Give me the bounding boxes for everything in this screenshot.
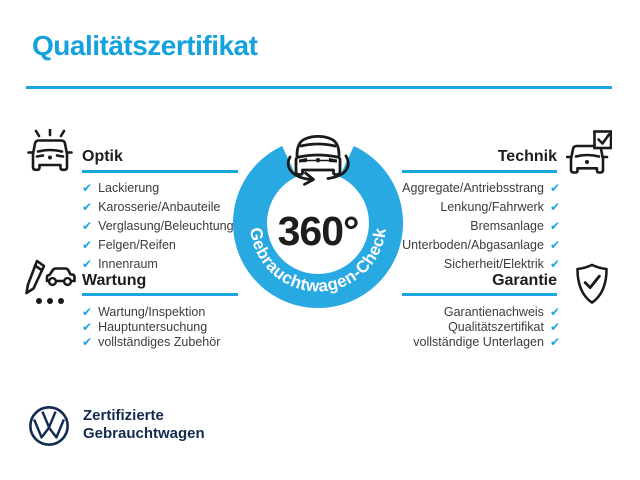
section-title-wartung: Wartung — [82, 272, 147, 289]
list-item-label: vollständige Unterlagen — [413, 334, 544, 349]
list-item-label: Lackierung — [98, 180, 160, 195]
section-title-optik: Optik — [82, 148, 123, 165]
list-item-label: Bremsanlage — [470, 218, 544, 233]
page-title: Qualitätszertifikat — [32, 30, 258, 61]
360-label: 360° — [277, 208, 359, 254]
car-logo-dot — [316, 158, 320, 162]
check-icon: ✔ — [549, 218, 560, 233]
vw-logo — [28, 405, 70, 447]
brand-claim — [83, 407, 205, 443]
check-icon: ✔ — [82, 256, 93, 271]
list-item-label: vollständiges Zubehör — [98, 334, 221, 349]
list-item-label: Verglasung/Beleuchtung — [98, 218, 234, 233]
brand-claim-line2: Gebrauchtwagen — [83, 425, 205, 442]
check-icon: ✔ — [549, 319, 560, 334]
car-headlight-right — [329, 158, 337, 163]
car-headlight-left — [299, 158, 307, 163]
check-icon: ✔ — [82, 319, 93, 334]
check-icon: ✔ — [82, 304, 93, 319]
brand-claim-line1: Zertifizierte — [83, 407, 164, 424]
check-icon: ✔ — [549, 256, 560, 271]
check-icon: ✔ — [82, 237, 93, 252]
check-icon: ✔ — [82, 218, 93, 233]
check-icon: ✔ — [549, 199, 560, 214]
list-item-label: Karosserie/Anbauteile — [98, 199, 221, 214]
ring-label: Gebrauchtwagen-Check — [245, 226, 390, 296]
list-item-label: Qualitätszertifikat — [448, 319, 544, 334]
section-title-technik: Technik — [497, 148, 557, 165]
check-icon: ✔ — [549, 304, 560, 319]
list-item-label: Aggregate/Antriebsstrang — [402, 180, 544, 195]
check-icon: ✔ — [549, 334, 560, 349]
list-item-label: Sicherheit/Elektrik — [443, 256, 544, 271]
list-item-label: Felgen/Reifen — [98, 237, 176, 252]
check-icon: ✔ — [82, 199, 93, 214]
list-item-label: Innenraum — [98, 256, 158, 271]
list-item-label: Unterboden/Abgasanlage — [402, 237, 544, 252]
section-title-garantie: Garantie — [492, 272, 557, 289]
list-item-label: Lenkung/Fahrwerk — [440, 199, 544, 214]
list-item-label: Hauptuntersuchung — [98, 319, 208, 334]
check-icon: ✔ — [549, 237, 560, 252]
check-icon: ✔ — [82, 334, 93, 349]
list-item-label: Garantienachweis — [443, 304, 544, 319]
check-icon: ✔ — [82, 180, 93, 195]
list-item-label: Wartung/Inspektion — [98, 304, 206, 319]
check-icon: ✔ — [549, 180, 560, 195]
